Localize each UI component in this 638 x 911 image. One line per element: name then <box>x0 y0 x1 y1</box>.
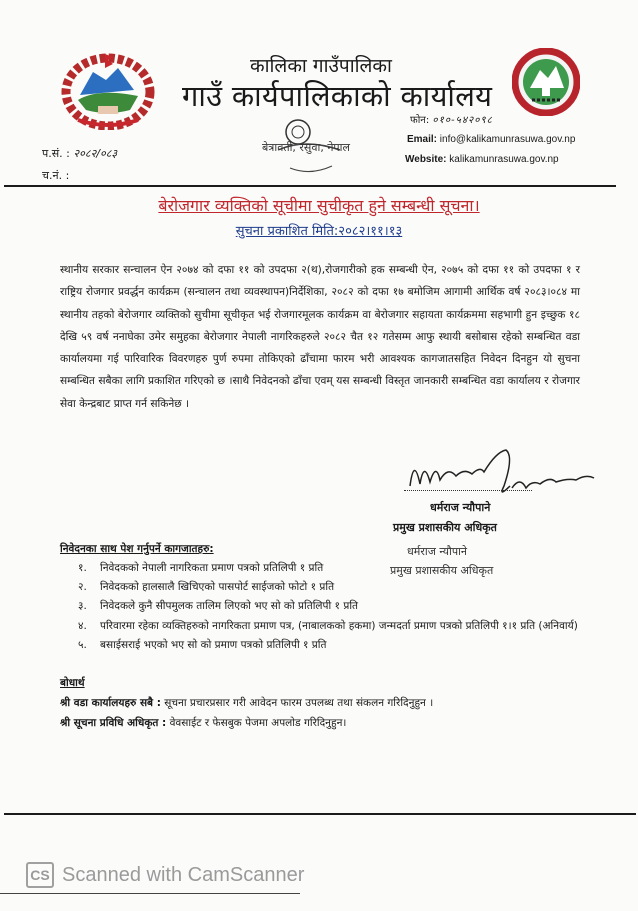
item-text: बसाईसराई भएको भए सो को प्रमाण पत्रको प्रतिलिपी १ प्रति <box>100 638 327 651</box>
notice-title-text: बेरोजगार व्यक्तिको सूचीमा सुचीकृत हुने सम्बन्धी सूचना। <box>158 196 480 215</box>
item-text: परिवारमा रहेका व्यक्तिहरुको नागरिकता प्रमाण पत्र, (नाबालकको हकमा) जन्मदर्ता प्रमाण पत्रको प्रतिलिपी १।१ प्रति (अनिवार्य) <box>100 619 578 632</box>
nepal-emblem-icon <box>58 50 158 130</box>
list-item <box>78 636 578 655</box>
header-divider <box>4 185 616 187</box>
camscanner-logo-icon: CS <box>26 862 54 888</box>
camscanner-text: Scanned with CamScanner <box>62 863 305 886</box>
required-documents-heading: निवेदनका साथ पेश गर्नुपर्ने कागजातहरु: <box>60 543 214 555</box>
ref-value: २०८२/०८३ <box>73 147 118 160</box>
stamp-address: बेत्रावती, रसुवा, नेपाल <box>262 141 350 154</box>
cc-heading: बोधार्थ <box>60 677 85 689</box>
dispatch-number <box>42 168 69 183</box>
list-item <box>78 559 578 578</box>
kalika-municipality-logo-icon <box>512 48 580 116</box>
list-item <box>78 578 578 597</box>
chalani-label: च.नं. : <box>42 169 70 182</box>
item-number: ३. <box>78 600 87 613</box>
item-text: निवेदकको नेपाली नागरिकता प्रमाण पत्रको प्रतिलिपी १ प्रति <box>100 562 324 574</box>
item-text: निवेदकले कुनै सीपमुलक तालिम लिएको भए सो को प्रतिलिपी १ प्रति <box>100 600 359 613</box>
required-documents-list <box>78 559 578 655</box>
camscanner-watermark <box>26 862 304 888</box>
item-number: ५. <box>78 638 87 651</box>
item-number: ४. <box>78 619 87 632</box>
cc-instruction: वेवसाईट र फेसबुक पेजमा अपलोड गरिदिनुहुन। <box>166 717 347 729</box>
cc-recipient: श्री सूचना प्रविधि अधिकृत : <box>60 717 167 729</box>
phone-label: फोन: <box>410 115 430 126</box>
cc-line-it-officer <box>60 716 346 730</box>
ref-label: प.सं. : <box>42 147 70 160</box>
cc-line-ward-offices <box>60 696 433 710</box>
email <box>407 134 575 145</box>
signatory-name: धर्मराज न्यौपाने <box>430 501 491 514</box>
list-item <box>78 597 578 616</box>
footer-divider <box>4 813 636 815</box>
signature-icon <box>400 446 600 506</box>
website <box>405 154 559 165</box>
email-label: Email: <box>407 134 438 145</box>
list-item <box>78 617 578 636</box>
office-name: गाउँ कार्यपालिकाको कार्यालय <box>182 79 493 113</box>
stamp-signatory-name: धर्मराज न्यौपाने <box>407 545 468 558</box>
municipality-name: कालिका गाउँपालिका <box>250 55 392 77</box>
cc-recipient: श्री वडा कार्यालयहरु सबै : <box>60 697 161 709</box>
notice-body: स्थानीय सरकार सन्चालन ऐन २०७४ को दफा ११ को उपदफा २(थ),रोजगारीको हक सम्बन्धी ऐन, २०७५ को दफा ११ को उपदफा १ र राष्ट्रिय रोजगार प्रवर्द्धन कार्यक्रम (सन्चालन तथा व्यवस्थापन)निर्देशिका, २०८२ को दफा १७ बमोजिम आगामी आर्थिक वर्ष २०८३।०८४ मा स्थानीय तहको बेरोजगार व्यक्तिको सुचीमा सूचीकृत भई रोजगारमूलक कार्यक्रम वा बेरोजगार सहायता कार्यक्रममा सहभागी हुन इच्छुक १८ देखि ५९ वर्ष ननाघेका उमेर समुहका बेरोजगार नेपाली नागरिकहरुले २०८२ चैत १२ गतेसम्म आफु स्थायी बसोबास रहेको सम्बन्धित वडा कार्यालयमा गई पारिवारिक विवरणहरु पुर्ण रुपमा तोकिएको ढाँचामा फारम भरी आवश्यक कागजातसहित निवेदन दिनहुन यो सुचना सम्बन्धित सबैका लागि प्रकाशित गरिएको छ ।साथै निवेदनको ढाँचा एवम् यस सम्बन्धी विस्तृत जानकारी सम्बन्धित वडा कार्यालय र रोजगार सेवा केन्द्रबाट प्राप्त गर्न सकिनेछ । <box>60 264 580 410</box>
phone <box>410 112 493 126</box>
email-value[interactable]: info@kalikamunrasuwa.gov.np <box>439 134 576 145</box>
phone-value: ०१०-५४२०९८ <box>432 115 493 126</box>
signatory-title: प्रमुख प्रशासकीय अधिकृत <box>393 521 497 534</box>
reference-number <box>42 146 117 161</box>
published-date <box>0 221 638 239</box>
cc-instruction: सूचना प्रचारप्रसार गरी आवेदन फारम उपलब्ध तथा संकलन गरिदिनुहुन । <box>160 697 434 709</box>
item-number: २. <box>78 581 87 594</box>
stamp-signatory-title: प्रमुख प्रशासकीय अधिकृत <box>390 564 494 577</box>
website-value[interactable]: kalikamunrasuwa.gov.np <box>449 154 559 165</box>
published-date-text: सुचना प्रकाशित मिति:२०८२।११।१३ <box>235 224 403 239</box>
page-edge-artifact <box>0 893 300 911</box>
item-text: निवेदकको हालसालै खिचिएको पासपोर्ट साईजको फोटो १ प्रति <box>100 581 335 594</box>
item-number: १. <box>78 562 87 574</box>
notice-title <box>0 194 638 216</box>
website-label: Website: <box>405 154 447 165</box>
signature-line <box>404 490 532 491</box>
